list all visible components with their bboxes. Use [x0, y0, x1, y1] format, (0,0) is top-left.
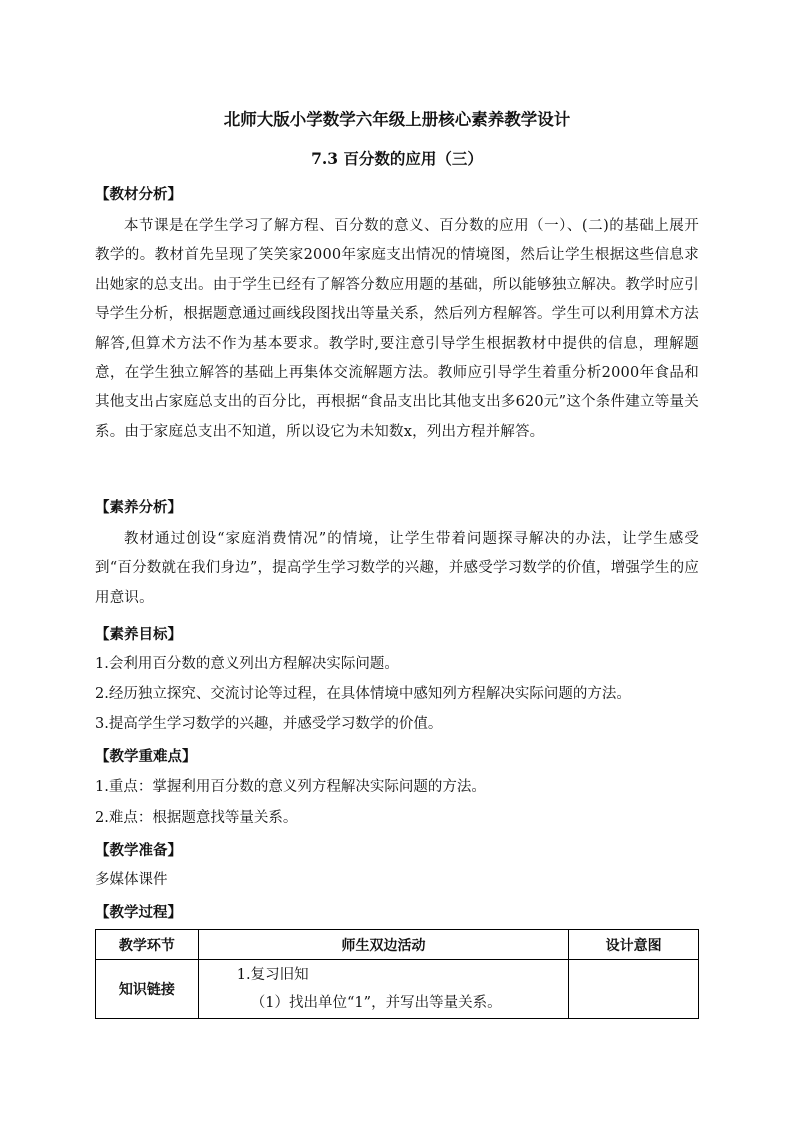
prep-text: 多媒体课件: [95, 872, 168, 888]
activity-line: （1）找出单位“1”，并写出等量关系。: [250, 995, 502, 1011]
table-row: [96, 960, 699, 1019]
section-heading-literacy: 【素养分析】: [95, 500, 182, 516]
section-heading-keypoints: 【教学重难点】: [95, 749, 197, 765]
keypoint-item: 1.重点：掌握利用百分数的意义列方程解决实际问题的方法。: [95, 779, 486, 795]
keypoint-item: 2.难点：根据题意找等量关系。: [95, 810, 298, 826]
table-header-activity: 师生双边活动: [198, 930, 568, 960]
analysis-paragraph: 本节课是在学生学习了解方程、百分数的意义、百分数的应用（一）、(二)的基础上展开教学的。教材首先呈现了笑笑家2000年家庭支出情况的情境图，然后让学生根据这些信息求出她家的总支出。由于学生已经有了解答分数应用题的基础，所以能够独立解决。教学时应引导学生分析，根据题意通过画线段图找出等量关系，然后列方程解答。学生可以利用算术方法解答,但算术方法不作为基本要求。教学时,要注意引导学生根据教材中提供的信息，理解题意，在学生独立解答的基础上再集体交流解题方法。教师应引导学生着重分析2000年食品和其他支出占家庭总支出的百分比，再根据“食品支出比其他支出多620元”这个条件建立等量关系。由于家庭总支出不知道，所以设它为未知数x，列出方程并解答。: [95, 218, 699, 440]
lesson-subtitle: 7.3 百分数的应用（三）: [311, 149, 483, 168]
table-header-row: [96, 930, 699, 960]
goal-item: 2.经历独立探究、交流讨论等过程，在具体情境中感知列方程解决实际问题的方法。: [95, 686, 631, 702]
table-header-stage: 教学环节: [96, 930, 199, 960]
process-table: [95, 929, 699, 1019]
section-heading-goals: 【素养目标】: [95, 627, 182, 643]
table-cell-intent: [569, 960, 699, 1019]
table-cell-stage: 知识链接: [96, 960, 199, 1019]
document-title: 北师大版小学数学六年级上册核心素养教学设计: [223, 110, 571, 129]
goal-item: 1.会利用百分数的意义列出方程解决实际问题。: [95, 656, 399, 672]
section-heading-prep: 【教学准备】: [95, 843, 182, 859]
goal-item: 3.提高学生学习数学的兴趣，并感受学习数学的价值。: [95, 716, 443, 732]
literacy-paragraph: 教材通过创设“家庭消费情况”的情境，让学生带着问题探寻解决的办法，让学生感受到“百分数就在我们身边”，提高学生学习数学的兴趣，并感受学习数学的价值，增强学生的应用意识。: [95, 531, 699, 606]
section-heading-analysis: 【教材分析】: [95, 187, 182, 203]
section-heading-process: 【教学过程】: [95, 905, 182, 921]
table-header-intent: 设计意图: [569, 930, 699, 960]
activity-line: 1.复习旧知: [236, 967, 309, 983]
table-cell-activity: [198, 960, 568, 1019]
